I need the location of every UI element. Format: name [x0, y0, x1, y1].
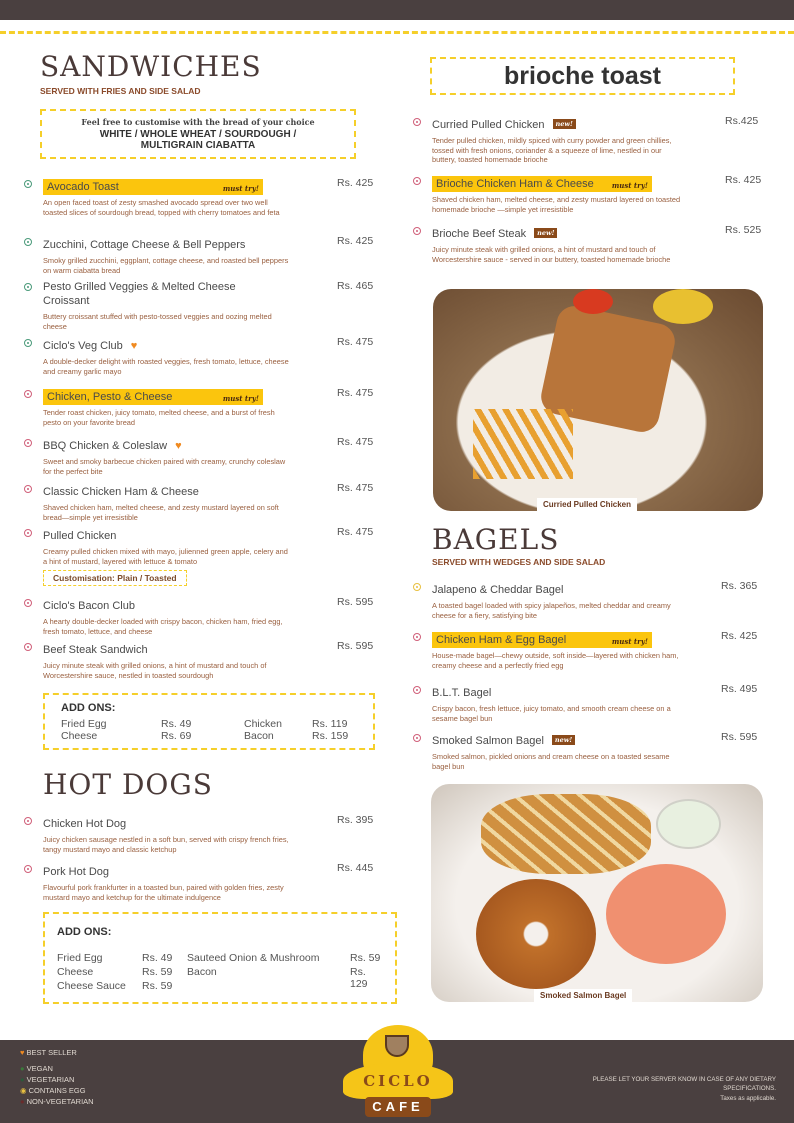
nonveg-indicator-icon: [413, 227, 421, 235]
item-name: B.L.T. Bagel: [432, 687, 492, 699]
menu-item-ciclo-s-bacon-club: [43, 596, 383, 636]
best-seller-heart-icon: ♥: [130, 340, 138, 352]
item-name: Beef Steak Sandwich: [43, 644, 148, 656]
item-description: A hearty double-decker loaded with crispy bacon, chicken ham, fried egg, fresh tomato, lettuce, and cheese: [43, 617, 283, 636]
addon-price: Rs. 49: [142, 952, 173, 964]
menu-item-brioche-beef-steak: [432, 224, 772, 264]
legend-best-seller: ♥ BEST SELLER: [20, 1048, 77, 1057]
item-price: Rs. 495: [721, 683, 758, 695]
nonveg-dot-icon: ●: [20, 1097, 25, 1106]
item-description: A double-decker delight with roasted veggies, fresh tomato, lettuce, cheese and creamy garlic mayo: [43, 357, 289, 376]
veg-indicator-icon: [24, 180, 32, 188]
menu-item-chicken-hot-dog: [43, 814, 383, 854]
addon-price: Rs. 59: [142, 966, 173, 978]
addon-name: Cheese: [61, 730, 98, 742]
addon-name: Cheese: [57, 966, 94, 978]
nonveg-indicator-icon: [413, 734, 421, 742]
item-description: A toasted bagel loaded with spicy jalapeños, melted cheddar and creamy cheese for a fiery, satisfying bite: [432, 601, 671, 620]
addon-name: Cheese Sauce: [57, 980, 126, 992]
menu-item-chicken-ham-egg-bagel: [432, 630, 772, 670]
item-description: Tender roast chicken, juicy tomato, melted cheese, and a burst of fresh pesto on your favorite bread: [43, 408, 275, 427]
item-name: Curried Pulled Chicken: [432, 119, 545, 131]
item-price: Rs. 425: [721, 630, 758, 642]
addon-price: Rs. 69: [161, 730, 192, 742]
item-price: Rs. 365: [721, 580, 758, 592]
nonveg-indicator-icon: [24, 865, 32, 873]
addon-price: Rs. 49: [161, 718, 192, 730]
must-try-badge: must try!: [222, 394, 259, 403]
dietary-note: PLEASE LET YOUR SERVER KNOW IN CASE OF ANY DIETARY SPECIFICATIONS. Taxes as applicable.: [592, 1076, 776, 1102]
item-description: Creamy pulled chicken mixed with mayo, julienned green apple, celery and a hint of mustard, layered with lettuce & tomato: [43, 547, 288, 566]
must-try-badge: must try!: [611, 181, 648, 190]
addon-name: Fried Egg: [57, 952, 103, 964]
nonveg-indicator-icon: [24, 390, 32, 398]
sandwiches-subtitle: SERVED WITH FRIES AND SIDE SALAD: [40, 86, 201, 96]
wedges-shape: [481, 794, 651, 874]
item-description: House-made bagel—chewy outside, soft inside—layered with chicken ham, creamy cheese and a perfectly fried egg: [432, 651, 679, 670]
hotdog-addons-box: [43, 912, 397, 1004]
item-name: Chicken Hot Dog: [43, 818, 127, 830]
item-name: Brioche Beef Steak: [432, 228, 527, 240]
addon-price: Rs. 119: [312, 718, 348, 730]
salad-bowl: [653, 289, 713, 324]
addons-title: ADD ONS:: [61, 702, 116, 714]
item-description: An open faced toast of zesty smashed avocado spread over two well toasted slices of sourdough bread, topped with cherry tomatoes and feta: [43, 198, 280, 217]
item-price: Rs. 395: [337, 814, 374, 826]
item-name: Jalapeno & Cheddar Bagel: [432, 584, 564, 596]
item-price: Rs. 475: [337, 436, 374, 448]
legend-vegetarian: ● VEGETARIAN: [20, 1075, 75, 1084]
item-price: Rs. 475: [337, 482, 374, 494]
sandwich-addons-box: [43, 693, 375, 750]
legend-vegan: ● VEGAN: [20, 1064, 53, 1073]
veg-indicator-icon: [24, 339, 32, 347]
menu-item-pork-hot-dog: [43, 862, 383, 902]
nonveg-indicator-icon: [413, 633, 421, 641]
item-name-highlighted: Brioche Chicken Ham & Cheese must try!: [432, 176, 652, 192]
item-price: Rs.425: [725, 115, 759, 127]
menu-item-pulled-chicken: [43, 526, 383, 566]
legend: [20, 1047, 94, 1107]
legend-egg: ◉ CONTAINS EGG: [20, 1086, 86, 1095]
item-name: Pork Hot Dog: [43, 866, 110, 878]
item-name-highlighted: Chicken, Pesto & Cheese must try!: [43, 389, 263, 405]
curried-pulled-chicken-photo: [433, 289, 763, 511]
item-name: BBQ Chicken & Coleslaw: [43, 440, 168, 452]
bread-options: WHITE / WHOLE WHEAT / SOURDOUGH / MULTIGRAIN CIABATTA: [99, 129, 297, 151]
item-price: Rs. 465: [337, 280, 374, 292]
addon-price: Rs. 159: [312, 730, 349, 742]
salmon-shape: [606, 864, 726, 964]
item-description: Buttery croissant stuffed with pesto-tossed veggies and oozing melted cheese: [43, 312, 272, 331]
item-name-highlighted: Chicken Ham & Egg Bagel must try!: [432, 632, 652, 648]
addon-name: Sauteed Onion & Mushroom: [187, 952, 320, 964]
veg-dot-icon: ●: [20, 1075, 25, 1084]
item-price: Rs. 595: [721, 731, 758, 743]
egg-dot-icon: ◉: [20, 1086, 27, 1095]
item-name: Classic Chicken Ham & Cheese: [43, 486, 199, 498]
item-name-highlighted: Avocado Toast must try!: [43, 179, 263, 195]
item-description: Sweet and smoky barbecue chicken paired with creamy, crunchy coleslaw for the perfect bite: [43, 457, 286, 476]
veg-indicator-icon: [24, 238, 32, 246]
nonveg-indicator-icon: [413, 177, 421, 185]
nonveg-indicator-icon: [24, 817, 32, 825]
item-name: Zucchini, Cottage Cheese & Bell Peppers: [43, 239, 246, 251]
fries-shape: [473, 409, 573, 479]
menu-item-smoked-salmon-bagel: [432, 731, 772, 771]
nonveg-indicator-icon: [413, 118, 421, 126]
menu-item-brioche-chicken-ham-cheese: [432, 174, 772, 214]
item-price: Rs. 475: [337, 387, 374, 399]
top-divider: [0, 31, 794, 34]
legend-nonveg: ● NON-VEGETARIAN: [20, 1097, 94, 1106]
nonveg-indicator-icon: [24, 599, 32, 607]
nonveg-indicator-icon: [413, 686, 421, 694]
addon-name: Bacon: [244, 730, 274, 742]
item-name: Pulled Chicken: [43, 530, 117, 542]
photo-caption: Curried Pulled Chicken: [537, 498, 637, 511]
must-try-badge: must try!: [222, 184, 259, 193]
heart-icon: ♥: [20, 1048, 25, 1057]
item-price: Rs. 475: [337, 526, 374, 538]
menu-item-jalapeno-cheddar-bagel: [432, 580, 772, 620]
menu-item-b-l-t-bagel: [432, 683, 772, 723]
customisation-note: Customisation: Plain / Toasted: [43, 570, 187, 586]
menu-item-ciclo-s-veg-club: [43, 336, 383, 376]
item-description: Smoky grilled zucchini, eggplant, cottage cheese, and roasted bell peppers on warm ciabatta bread: [43, 256, 289, 275]
item-price: Rs. 595: [337, 596, 374, 608]
nonveg-indicator-icon: [24, 643, 32, 651]
item-description: Tender pulled chicken, mildly spiced with curry powder and green chillies, tossed with fresh onions, coriander & a squeeze of lime, nestled in our buttery, toasted homemade brioche: [432, 136, 672, 164]
leaf-icon: ●: [20, 1064, 25, 1073]
bagels-subtitle: SERVED WITH WEDGES AND SIDE SALAD: [432, 557, 606, 567]
nonveg-indicator-icon: [24, 485, 32, 493]
item-price: Rs. 445: [337, 862, 374, 874]
menu-item-beef-steak-sandwich: [43, 640, 383, 680]
addon-price: Rs. 129: [350, 966, 368, 990]
item-name: Ciclo's Bacon Club: [43, 600, 135, 612]
salad-bowl: [656, 799, 721, 849]
sauce-bowl: [573, 289, 613, 314]
menu-item-bbq-chicken-coleslaw: [43, 436, 383, 476]
bread-choice-box: [40, 109, 356, 159]
addon-name: Fried Egg: [61, 718, 107, 730]
item-description: Flavourful pork frankfurter in a toasted bun, paired with golden fries, zesty mustard mayo and ketchup for the ultimate indulgence: [43, 883, 284, 902]
item-description: Juicy minute steak with grilled onions, a hint of mustard and touch of Worcestershire sauce, nestled in toasted sourdough: [43, 661, 267, 680]
addon-name: Chicken: [244, 718, 282, 730]
nonveg-indicator-icon: [24, 529, 32, 537]
nonveg-indicator-icon: [24, 439, 32, 447]
sandwiches-title: SANDWICHES: [40, 50, 262, 83]
bread-note: Feel free to customise with the bread of your choice: [81, 117, 315, 127]
menu-item-classic-chicken-ham-cheese: [43, 482, 383, 522]
bagels-title: BAGELS: [432, 523, 560, 556]
item-price: Rs. 425: [337, 177, 374, 189]
item-price: Rs. 425: [337, 235, 374, 247]
addon-name: Bacon: [187, 966, 217, 978]
item-name: Ciclo's Veg Club: [43, 340, 123, 352]
menu-item-pesto-grilled-veggies-melted-cheese-croissant: [43, 280, 383, 331]
bagel-shape: [476, 879, 596, 989]
must-try-badge: must try!: [611, 637, 648, 646]
egg-indicator-icon: [413, 583, 421, 591]
item-description: Juicy chicken sausage nestled in a soft bun, served with crispy french fries, tangy mustard mayo and classic ketchup: [43, 835, 289, 854]
menu-item-chicken-pesto-cheese: [43, 387, 383, 427]
item-name: Pesto Grilled Veggies & Melted Cheese Croissant: [43, 281, 236, 307]
photo-caption: Smoked Salmon Bagel: [534, 989, 632, 1002]
item-description: Juicy minute steak with grilled onions, a hint of mustard and touch of Worcestershire sauce - served in our buttery, toasted homemade brioche: [432, 245, 671, 264]
footer: [0, 1040, 794, 1123]
menu-item-curried-pulled-chicken: [432, 115, 772, 165]
menu-item-avocado-toast: [43, 177, 383, 217]
best-seller-heart-icon: ♥: [175, 440, 182, 452]
menu-item-zucchini-cottage-cheese-bell-peppers: [43, 235, 383, 275]
new-badge: new!: [552, 735, 575, 745]
top-bar: [0, 0, 794, 20]
addon-price: Rs. 59: [142, 980, 173, 992]
item-description: Shaved chicken ham, melted cheese, and zesty mustard layered on toasted homemade brioche —simple yet irresistible: [432, 195, 681, 214]
new-badge: new!: [553, 119, 576, 129]
veg-indicator-icon: [24, 283, 32, 291]
item-price: Rs. 475: [337, 336, 374, 348]
ciclo-cafe-logo: CICLO CAFE: [343, 1025, 453, 1120]
addon-price: Rs. 59: [350, 952, 381, 964]
item-price: Rs. 425: [725, 174, 762, 186]
addons-title: ADD ONS:: [57, 926, 112, 938]
item-price: Rs. 525: [725, 224, 762, 236]
item-description: Shaved chicken ham, melted cheese, and zesty mustard layered on soft bread—simple yet irresistible: [43, 503, 279, 522]
hotdogs-title: HOT DOGS: [43, 768, 213, 801]
item-name: Smoked Salmon Bagel: [432, 735, 544, 747]
smoked-salmon-bagel-photo: [431, 784, 763, 1002]
item-price: Rs. 595: [337, 640, 374, 652]
item-description: Crispy bacon, fresh lettuce, juicy tomato, and smooth cream cheese on a sesame bagel bun: [432, 704, 671, 723]
item-description: Smoked salmon, pickled onions and cream cheese on a toasted sesame bagel bun: [432, 752, 670, 771]
brioche-title: brioche toast: [430, 57, 735, 95]
new-badge: new!: [534, 228, 557, 238]
